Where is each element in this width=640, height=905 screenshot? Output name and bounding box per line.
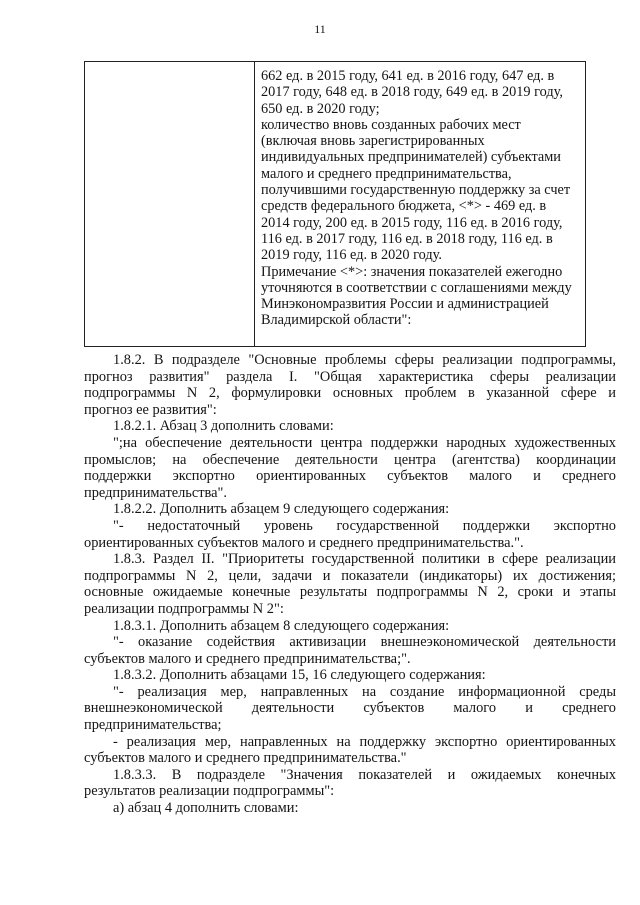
text-line: внешнеэкономической деятельности субъектов малого и среднего xyxy=(84,700,616,717)
text-line: "- недостаточный уровень государственной поддержки экспортно xyxy=(113,517,616,534)
text-line: ";на обеспечение деятельности центра поддержки народных художественных xyxy=(113,434,616,451)
text-line: промыслов; на обеспечение деятельности центра (агентства) координации xyxy=(84,451,616,468)
table-column-divider xyxy=(254,62,255,346)
indicator-table xyxy=(84,61,586,347)
table-cell-line: Владимирской области": xyxy=(261,312,412,329)
text-line: 1.8.2.2. Дополнить абзацем 9 следующего содержания: xyxy=(113,501,450,518)
text-line: - реализация мер, направленных на поддержку экспортно ориентированных xyxy=(113,733,616,750)
text-line: 1.8.2.1. Абзац 3 дополнить словами: xyxy=(113,418,334,435)
table-right-cell xyxy=(261,68,583,329)
table-cell-line: индивидуальных предпринимателей) субъектами xyxy=(261,149,561,166)
table-cell-line: 2017 году, 648 ед. в 2018 году, 649 ед. в 2019 году, xyxy=(261,84,563,101)
table-cell-line: средств федерального бюджета, <*> - 469 ед. в xyxy=(261,198,547,215)
text-line: "- оказание содействия активизации внешнеэкономической деятельности xyxy=(113,634,616,651)
text-line: результатов реализации подпрограммы": xyxy=(84,783,335,800)
table-cell-line: 662 ед. в 2015 году, 641 ед. в 2016 году, 647 ед. в xyxy=(261,68,555,84)
text-line: 1.8.3.3. В подразделе "Значения показателей и ожидаемых конечных xyxy=(113,766,616,783)
page-number: 11 xyxy=(314,22,326,36)
text-line: подпрограммы N 2, цели, задачи и показатели (индикаторы) их достижения; xyxy=(84,567,616,584)
text-line: предпринимательства; xyxy=(84,717,222,734)
text-line: а) абзац 4 дополнить словами: xyxy=(113,800,299,817)
table-cell-line: уточняются в соответствии с соглашениями между xyxy=(261,279,572,296)
table-cell-line: количество вновь созданных рабочих мест xyxy=(261,116,521,133)
table-cell-line: получившими государственную поддержку за счет xyxy=(261,182,571,199)
text-line: подпрограммы N 2, формулировки основных проблем в указанной сфере и xyxy=(84,385,616,402)
table-cell-line: 116 ед. в 2017 году, 116 ед. в 2018 году, 116 ед. в xyxy=(261,230,553,247)
table-cell-line: Минэкономразвития России и администрацией xyxy=(261,296,549,313)
table-cell-line: (включая вновь зарегистрированных xyxy=(261,133,485,150)
text-line: 1.8.2. В подразделе "Основные проблемы сферы реализации подпрограммы, xyxy=(113,352,616,368)
table-cell-line: 2019 году, 116 ед. в 2020 году. xyxy=(261,247,442,264)
text-line: 1.8.3. Раздел II. "Приоритеты государственной политики в сфере реализации xyxy=(113,551,616,568)
text-line: прогноз развития" раздела I. "Общая характеристика сферы реализации xyxy=(84,368,616,385)
text-line: субъектов малого и среднего предпринимательства." xyxy=(84,750,407,767)
text-line: 1.8.3.1. Дополнить абзацем 8 следующего содержания: xyxy=(113,617,450,634)
table-cell-line: Примечание <*>: значения показателей ежегодно xyxy=(261,263,563,280)
table-cell-line: 650 ед. в 2020 году; xyxy=(261,100,380,117)
text-line: "- реализация мер, направленных на создание информационной среды xyxy=(113,683,616,700)
text-line: основные ожидаемые конечные результаты подпрограммы N 2, сроки и этапы xyxy=(84,584,616,601)
text-line: поддержки экспортно ориентированных субъектов малого и среднего xyxy=(84,468,616,485)
text-line: реализации подпрограммы N 2": xyxy=(84,600,284,617)
text-line: 1.8.3.2. Дополнить абзацами 15, 16 следующего содержания: xyxy=(113,667,486,684)
text-line: прогноз ее развития": xyxy=(84,401,217,418)
table-cell-line: малого и среднего предпринимательства, xyxy=(261,165,512,182)
text-line: предпринимательства". xyxy=(84,484,227,501)
table-cell-line: 2014 году, 200 ед. в 2015 году, 116 ед. в 2016 году, xyxy=(261,214,563,231)
text-line: субъектов малого и среднего предпринимательства;". xyxy=(84,650,411,667)
document-body xyxy=(84,352,616,817)
text-line: ориентированных субъектов малого и среднего предпринимательства.". xyxy=(84,534,524,551)
